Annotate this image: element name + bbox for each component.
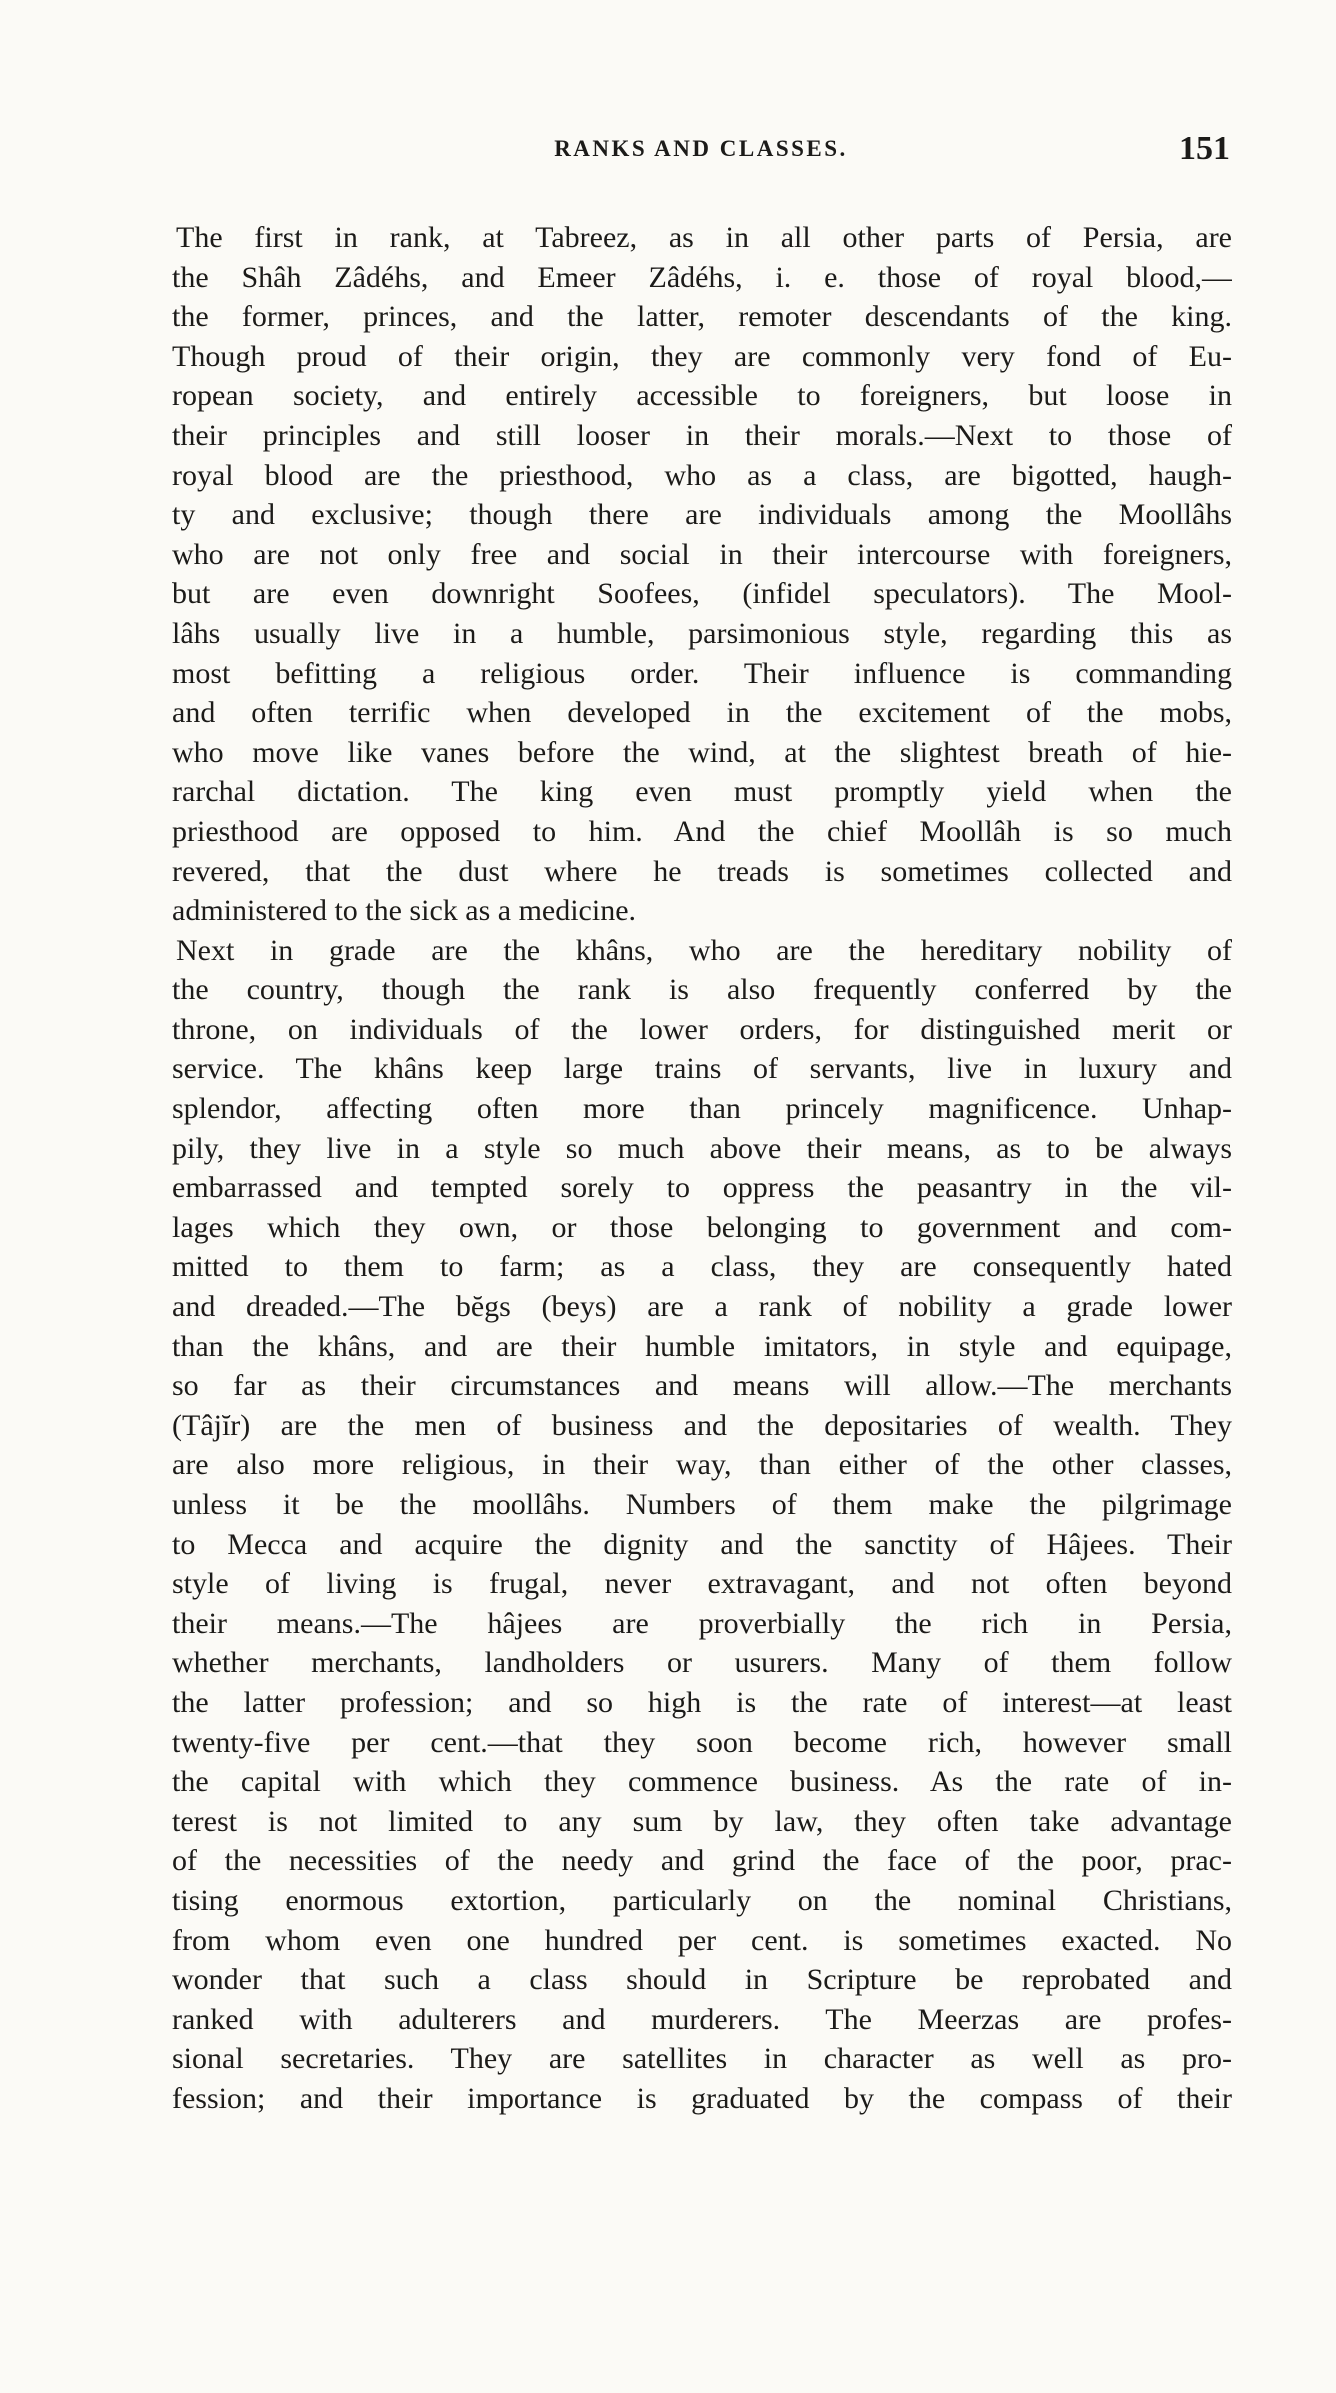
- text-line: whether merchants, landholders or usurers. Many of them follow: [172, 1646, 1232, 1680]
- text-line: priesthood are opposed to him. And the chief Moollâh is so much: [172, 814, 1232, 848]
- text-line: from whom even one hundred per cent. is sometimes exacted. No: [172, 1923, 1232, 1957]
- page-header: [172, 130, 1230, 176]
- text-line: so far as their circumstances and means will allow.—The merchants: [172, 1369, 1232, 1403]
- text-line: mitted to them to farm; as a class, they are consequently hated: [172, 1250, 1232, 1284]
- text-line: who are not only free and social in their intercourse with foreigners,: [172, 537, 1232, 571]
- text-line: ty and exclusive; though there are individuals among the Moollâhs: [172, 498, 1232, 532]
- text-line: splendor, affecting often more than princely magnificence. Unhap-: [172, 1092, 1232, 1126]
- text-line: of the necessities of the needy and grind the face of the poor, prac-: [172, 1844, 1232, 1878]
- text-line: ranked with adulterers and murderers. The Meerzas are profes-: [172, 2002, 1232, 2036]
- body-text: [172, 218, 1232, 2119]
- text-line: fession; and their importance is graduated by the compass of their: [172, 2081, 1232, 2115]
- text-line: and dreaded.—The bĕgs (beys) are a rank of nobility a grade lower: [172, 1290, 1232, 1324]
- text-line: royal blood are the priesthood, who as a class, are bigotted, haugh-: [172, 458, 1232, 492]
- text-line: than the khâns, and are their humble imitators, in style and equipage,: [172, 1329, 1232, 1363]
- text-line: (Tâjĭr) are the men of business and the depositaries of wealth. They: [172, 1408, 1232, 1442]
- text-line: the country, though the rank is also frequently conferred by the: [172, 973, 1232, 1007]
- text-line: the capital with which they commence business. As the rate of in-: [172, 1765, 1232, 1799]
- text-line: ropean society, and entirely accessible to foreigners, but loose in: [172, 379, 1232, 413]
- text-line: administered to the sick as a medicine.: [172, 894, 637, 928]
- text-line: and often terrific when developed in the excitement of the mobs,: [172, 696, 1232, 730]
- text-line: the latter profession; and so high is the rate of interest—at least: [172, 1685, 1232, 1719]
- text-line: wonder that such a class should in Scripture be reprobated and: [172, 1963, 1232, 1997]
- running-title: RANKS AND CLASSES.: [554, 136, 848, 161]
- text-line: pily, they live in a style so much above their means, as to be always: [172, 1131, 1232, 1165]
- text-line: the former, princes, and the latter, remoter descendants of the king.: [172, 300, 1232, 334]
- text-line: embarrassed and tempted sorely to oppress the peasantry in the vil-: [172, 1171, 1232, 1205]
- text-line: are also more religious, in their way, than either of the other classes,: [172, 1448, 1232, 1482]
- text-line: but are even downright Soofees, (infidel speculators). The Mool-: [172, 577, 1232, 611]
- text-line: their principles and still looser in their morals.—Next to those of: [172, 418, 1232, 452]
- text-line: lâhs usually live in a humble, parsimonious style, regarding this as: [172, 616, 1232, 650]
- text-line: sional secretaries. They are satellites in character as well as pro-: [172, 2042, 1232, 2076]
- text-line: Though proud of their origin, they are commonly very fond of Eu-: [172, 339, 1232, 373]
- text-line: their means.—The hâjees are proverbially the rich in Persia,: [172, 1606, 1232, 1640]
- text-line: lages which they own, or those belonging to government and com-: [172, 1210, 1232, 1244]
- text-line: most befitting a religious order. Their influence is commanding: [172, 656, 1232, 690]
- page-number: 151: [1179, 130, 1230, 167]
- text-line: the Shâh Zâdéhs, and Emeer Zâdéhs, i. e. those of royal blood,—: [172, 260, 1232, 294]
- text-line: who move like vanes before the wind, at the slightest breath of hie-: [172, 735, 1232, 769]
- text-line: The first in rank, at Tabreez, as in all other parts of Persia, are: [176, 221, 1232, 254]
- text-line: Next in grade are the khâns, who are the hereditary nobility of: [176, 933, 1232, 967]
- text-line: twenty-five per cent.—that they soon become rich, however small: [172, 1725, 1232, 1759]
- text-line: service. The khâns keep large trains of servants, live in luxury and: [172, 1052, 1232, 1086]
- text-line: revered, that the dust where he treads is sometimes collected and: [172, 854, 1232, 888]
- text-line: unless it be the moollâhs. Numbers of them make the pilgrimage: [172, 1488, 1232, 1521]
- text-line: terest is not limited to any sum by law, they often take advantage: [172, 1804, 1232, 1838]
- text-line: to Mecca and acquire the dignity and the sanctity of Hâjees. Their: [172, 1527, 1232, 1561]
- text-line: tising enormous extortion, particularly on the nominal Christians,: [172, 1883, 1232, 1917]
- text-line: rarchal dictation. The king even must promptly yield when the: [172, 775, 1232, 809]
- text-line: throne, on individuals of the lower orders, for distinguished merit or: [172, 1012, 1232, 1046]
- text-line: style of living is frugal, never extravagant, and not often beyond: [172, 1567, 1232, 1601]
